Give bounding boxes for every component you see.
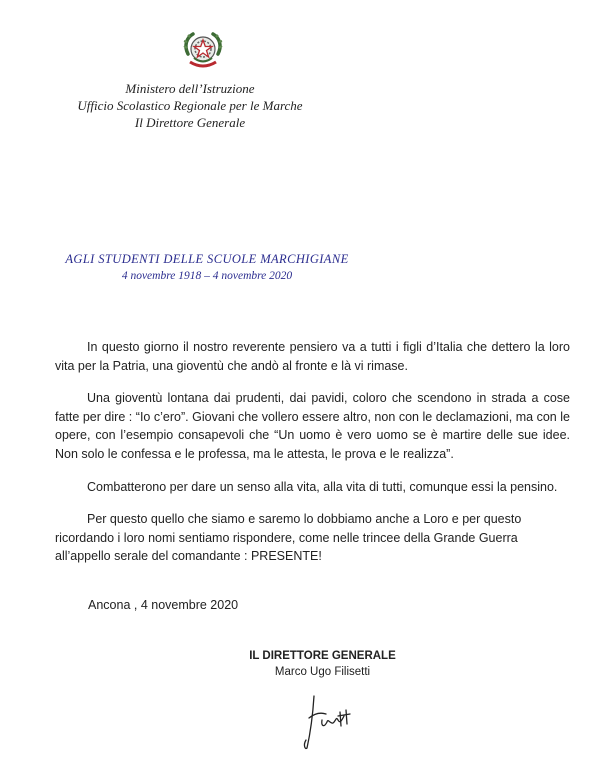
paragraph: Una gioventù lontana dai prudenti, dai pavidi, coloro che scendono in strada a cose fatte per dire : “Io c’ero”. Giovani che vollero essere altro, non con le declamazioni, ma con le opere, con l’esempio consapevoli che “Un uomo è vero uomo se è martire delle sue idee. Non solo le confessa e le professa, ma le attesta, le prova e le realizza”.	[55, 391, 570, 461]
letter-title	[52, 251, 362, 285]
signer-role: IL DIRETTORE GENERALE	[249, 650, 396, 662]
paragraph: Combatterono per dare un senso alla vita, alla vita di tutti, comunque essi la pensino.	[87, 479, 558, 494]
header-ministry: Ministero dell’Istruzione	[125, 81, 255, 96]
ministry-header	[60, 80, 320, 131]
italian-republic-emblem-icon	[178, 28, 228, 76]
header-director: Il Direttore Generale	[134, 115, 246, 130]
title-heading: AGLI STUDENTI DELLE SCUOLE MARCHIGIANE	[65, 252, 349, 266]
header-office: Ufficio Scolastico Regionale per le Marche	[77, 98, 303, 113]
handwritten-signature-icon	[300, 690, 356, 752]
paragraph: In questo giorno il nostro reverente pensiero va a tutti i figli d’Italia che dettero la loro vita per la Patria, una gioventù che andò al fronte e là vi rimase.	[55, 340, 570, 373]
signer-name: Marco Ugo Filisetti	[274, 666, 371, 678]
place-date: Ancona , 4 novembre 2020	[88, 598, 239, 612]
paragraph: Per questo quello che siamo e saremo lo dobbiamo anche a Loro e per questo ricordando i loro nomi sentiamo rispondere, come nelle trincee della Grande Guerra all’appello serale del comandante : PRESENTE!	[55, 512, 522, 564]
letter-body	[55, 338, 570, 580]
title-dates: 4 novembre 1918 – 4 novembre 2020	[121, 270, 293, 282]
signature-block	[240, 648, 405, 680]
